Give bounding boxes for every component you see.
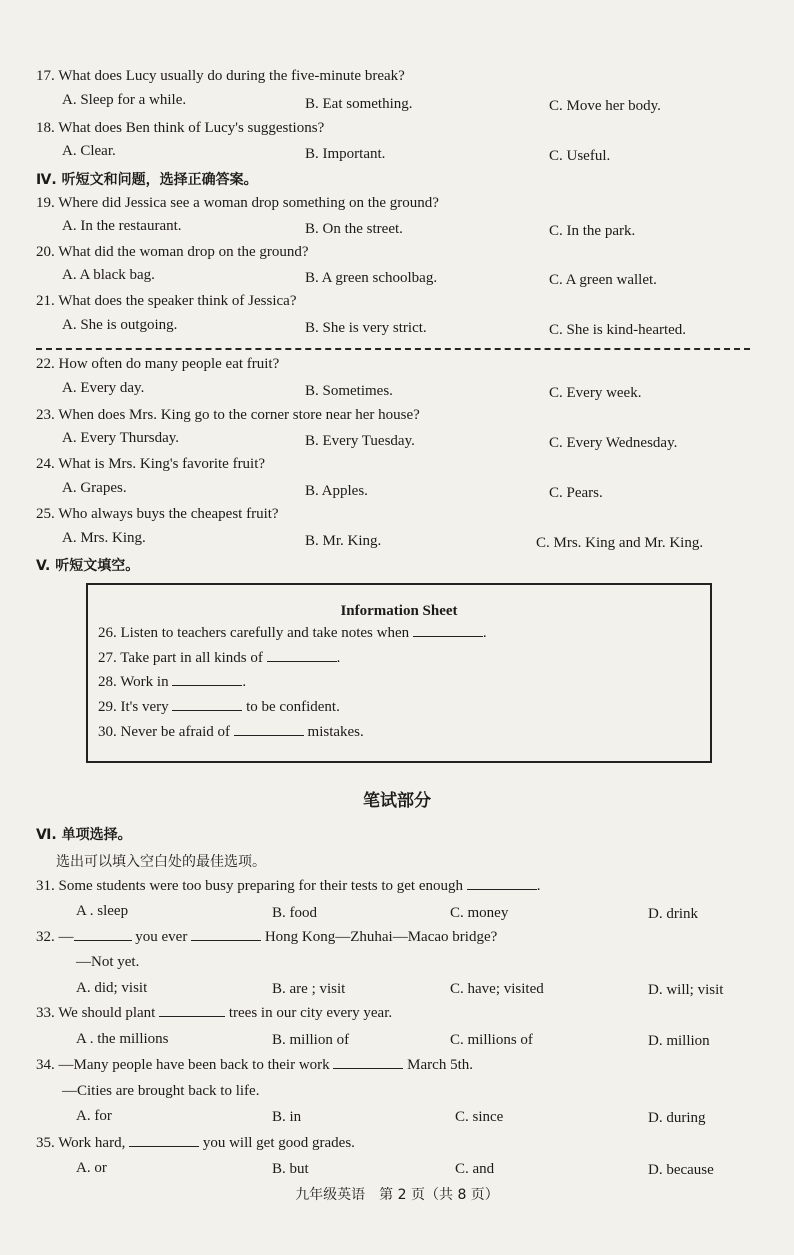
info-item-28: 28. Work in . <box>98 674 247 690</box>
q20-option-a[interactable]: A. A black bag. <box>62 267 155 283</box>
q25-option-a[interactable]: A. Mrs. King. <box>62 530 146 546</box>
info-item-29: 29. It's very to be confident. <box>98 699 340 715</box>
information-sheet <box>86 583 712 763</box>
blank-27[interactable] <box>267 661 337 662</box>
question-24: 24. What is Mrs. King's favorite fruit? <box>36 456 266 472</box>
q23-option-b[interactable]: B. Every Tuesday. <box>305 433 415 449</box>
section-4-heading: Ⅳ. 听短文和问题，选择正确答案。 <box>36 172 258 188</box>
q34-option-c[interactable]: C. since <box>455 1109 504 1125</box>
q20-option-b[interactable]: B. A green schoolbag. <box>305 270 438 286</box>
info-item-26: 26. Listen to teachers carefully and take notes when . <box>98 625 487 641</box>
question-19: 19. Where did Jessica see a woman drop something on the ground? <box>36 195 439 211</box>
blank-35[interactable] <box>129 1146 199 1147</box>
question-25: 25. Who always buys the cheapest fruit? <box>36 506 279 522</box>
q22-option-a[interactable]: A. Every day. <box>62 380 145 396</box>
q24-option-b[interactable]: B. Apples. <box>305 483 368 499</box>
q33-option-d[interactable]: D. million <box>648 1033 710 1049</box>
blank-31[interactable] <box>467 889 537 890</box>
q18-option-b[interactable]: B. Important. <box>305 146 386 162</box>
question-17: 17. What does Lucy usually do during the five-minute break? <box>36 68 405 84</box>
section-6-heading: Ⅵ. 单项选择。 <box>36 827 132 843</box>
q22-option-b[interactable]: B. Sometimes. <box>305 383 393 399</box>
info-item-30: 30. Never be afraid of mistakes. <box>98 724 364 740</box>
question-33: 33. We should plant trees in our city every year. <box>36 1005 393 1021</box>
q32-reply: —Not yet. <box>76 954 140 970</box>
blank-28[interactable] <box>172 685 242 686</box>
section-5-heading: V. 听短文填空。 <box>36 558 140 574</box>
q33-option-b[interactable]: B. million of <box>272 1032 350 1048</box>
q32-option-b[interactable]: B. are ; visit <box>272 981 346 997</box>
dashed-divider <box>36 348 750 350</box>
blank-30[interactable] <box>234 735 304 736</box>
q21-option-b[interactable]: B. She is very strict. <box>305 320 427 336</box>
q17-option-b[interactable]: B. Eat something. <box>305 96 413 112</box>
written-part-heading: 笔试部分 <box>363 791 431 811</box>
q31-option-a[interactable]: A . sleep <box>76 903 129 919</box>
q33-option-a[interactable]: A . the millions <box>76 1031 169 1047</box>
question-31: 31. Some students were too busy preparing for their tests to get enough . <box>36 878 541 894</box>
q33-option-c[interactable]: C. millions of <box>450 1032 533 1048</box>
q34-reply: —Cities are brought back to life. <box>62 1083 260 1099</box>
blank-33[interactable] <box>159 1016 225 1017</box>
q34-option-a[interactable]: A. for <box>76 1108 112 1124</box>
q17-option-a[interactable]: A. Sleep for a while. <box>62 92 187 108</box>
q22-option-c[interactable]: C. Every week. <box>549 385 642 401</box>
q18-option-c[interactable]: C. Useful. <box>549 148 611 164</box>
q18-option-a[interactable]: A. Clear. <box>62 143 116 159</box>
q32-option-a[interactable]: A. did; visit <box>76 980 148 996</box>
q31-option-b[interactable]: B. food <box>272 905 317 921</box>
q19-option-a[interactable]: A. In the restaurant. <box>62 218 182 234</box>
q35-option-a[interactable]: A. or <box>76 1160 107 1176</box>
q21-option-a[interactable]: A. She is outgoing. <box>62 317 178 333</box>
q25-option-c[interactable]: C. Mrs. King and Mr. King. <box>536 535 704 551</box>
q24-option-c[interactable]: C. Pears. <box>549 485 603 501</box>
question-35: 35. Work hard, you will get good grades. <box>36 1135 355 1151</box>
blank-32a[interactable] <box>74 940 132 941</box>
q23-option-a[interactable]: A. Every Thursday. <box>62 430 180 446</box>
q34-option-d[interactable]: D. during <box>648 1110 706 1126</box>
blank-26[interactable] <box>413 636 483 637</box>
question-20: 20. What did the woman drop on the ground? <box>36 244 309 260</box>
page-footer: 九年级英语 第 2 页（共 8 页） <box>295 1187 499 1203</box>
question-22: 22. How often do many people eat fruit? <box>36 356 280 372</box>
q31-option-c[interactable]: C. money <box>450 905 509 921</box>
question-23: 23. When does Mrs. King go to the corner store near her house? <box>36 407 420 423</box>
q21-option-c[interactable]: C. She is kind-hearted. <box>549 322 687 338</box>
q31-option-d[interactable]: D. drink <box>648 906 698 922</box>
blank-32b[interactable] <box>191 940 261 941</box>
q17-option-c[interactable]: C. Move her body. <box>549 98 661 114</box>
info-item-27: 27. Take part in all kinds of . <box>98 650 341 666</box>
q23-option-c[interactable]: C. Every Wednesday. <box>549 435 678 451</box>
q35-option-b[interactable]: B. but <box>272 1161 309 1177</box>
q32-option-c[interactable]: C. have; visited <box>450 981 544 997</box>
blank-34[interactable] <box>333 1068 403 1069</box>
q19-option-b[interactable]: B. On the street. <box>305 221 403 237</box>
q20-option-c[interactable]: C. A green wallet. <box>549 272 657 288</box>
section-6-instruction: 选出可以填入空白处的最佳选项。 <box>56 854 266 870</box>
q19-option-c[interactable]: C. In the park. <box>549 223 636 239</box>
q35-option-c[interactable]: C. and <box>455 1161 495 1177</box>
q24-option-a[interactable]: A. Grapes. <box>62 480 127 496</box>
question-21: 21. What does the speaker think of Jessica? <box>36 293 297 309</box>
question-32: 32. — you ever Hong Kong—Zhuhai—Macao bridge? <box>36 929 498 945</box>
blank-29[interactable] <box>172 710 242 711</box>
q25-option-b[interactable]: B. Mr. King. <box>305 533 382 549</box>
q34-option-b[interactable]: B. in <box>272 1109 302 1125</box>
information-sheet-title: Information Sheet <box>340 603 458 619</box>
question-34: 34. —Many people have been back to their work March 5th. <box>36 1057 473 1073</box>
q32-option-d[interactable]: D. will; visit <box>648 982 724 998</box>
q35-option-d[interactable]: D. because <box>648 1162 714 1178</box>
question-18: 18. What does Ben think of Lucy's suggestions? <box>36 120 325 136</box>
